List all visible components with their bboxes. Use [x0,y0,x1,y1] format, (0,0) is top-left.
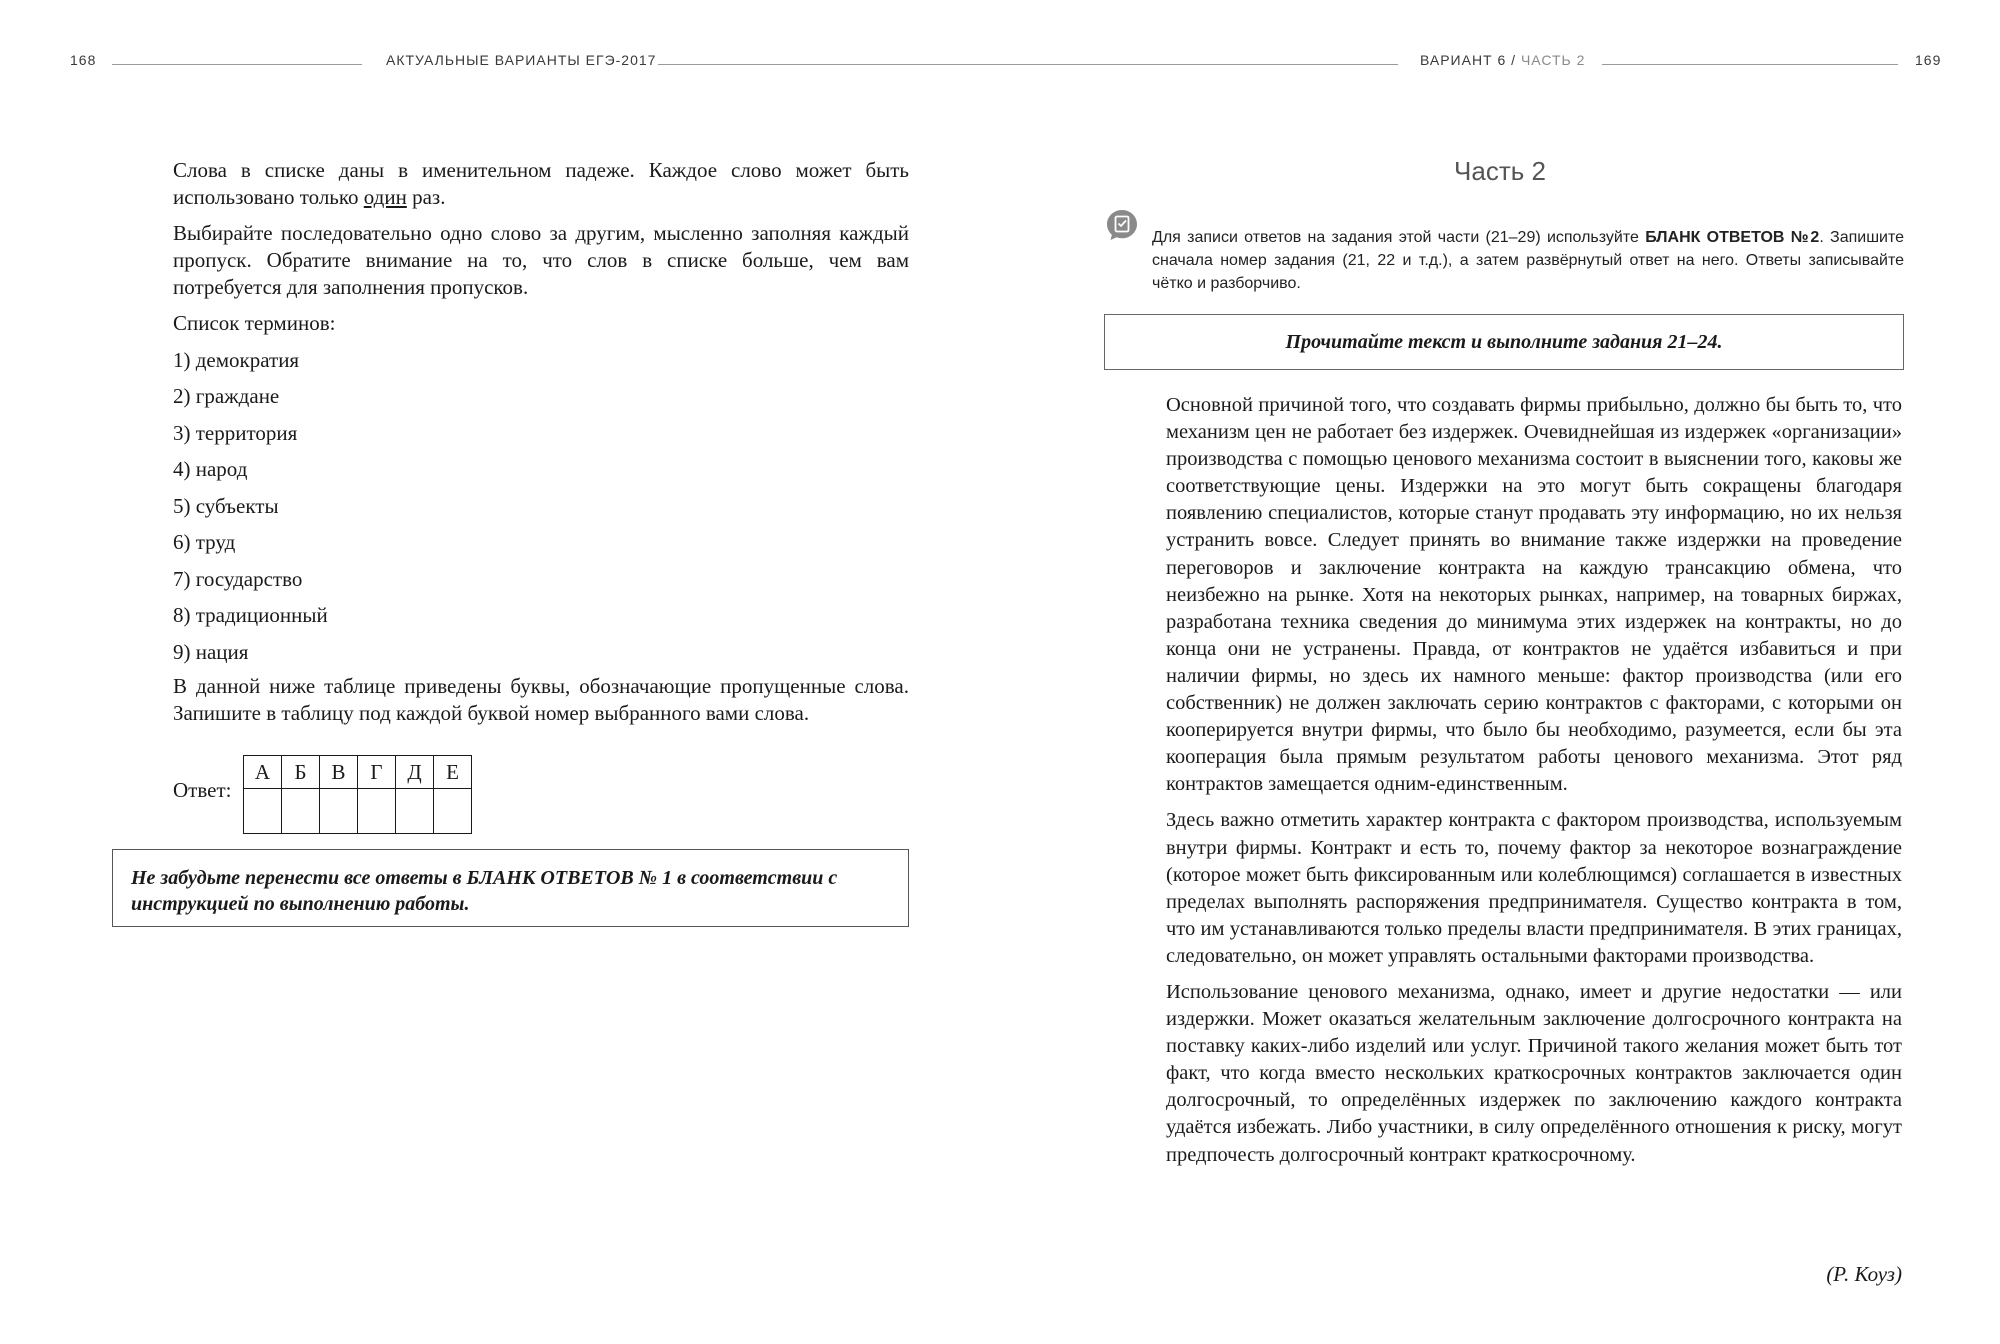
intro-paragraph [173,157,909,211]
instructions [1152,226,1904,295]
answer-cell[interactable] [320,789,358,834]
answer-cell[interactable] [358,789,396,834]
intro-text-end: раз. [406,185,446,209]
header-rule [112,64,362,65]
term-item: 8) традиционный [173,603,328,627]
term-item: 4) народ [173,457,248,481]
answer-label: Ответ: [173,778,232,802]
reading-text [1166,392,1902,1178]
terms-list [173,347,909,666]
text-author: (Р. Коуз) [1826,1262,1902,1286]
term-item: 3) территория [173,420,298,445]
answer-form-name: БЛАНК ОТВЕТОВ №2 [1645,229,1820,246]
answer-letter: Г [358,756,396,789]
term-item: 5) субъекты [173,493,279,518]
term-item: 9) нация [173,639,249,664]
answer-letter: А [244,756,282,789]
variant-label: ВАРИАНТ 6 / [1420,52,1521,68]
reminder-box: Не забудьте перенести все ответы в БЛАНК ОТВЕТОВ № 1 в соответствии с инструкцией по выполнению работы. [112,849,909,927]
left-running-title: АКТУАЛЬНЫЕ ВАРИАНТЫ ЕГЭ-2017 [386,52,657,68]
answer-cell[interactable] [434,789,472,834]
task-header-box: Прочитайте текст и выполните задания 21–24. [1104,314,1904,370]
intro-underlined-word: один [363,185,407,209]
term-item: 2) граждане [173,384,280,408]
answer-form-icon [1105,208,1139,242]
text-paragraph: Использование ценового механизма, однако, имеет и другие недостатки — или издержки. Может оказаться желательным заключение долгосрочного контракта на поставку каких-либо изделий или услуг. Причиной такого желания может быть тот факт, что когда вместо нескольких краткосрочных контрактов заключается один долгосрочный, то определённых издержек по заключению каждого контракта удаётся избежать. Либо участники, в силу определённого отношения к риску, могут предпочесть долгосрочный контракт краткосрочному. [1166,980,1902,1166]
answer-cell[interactable] [396,789,434,834]
text-paragraph: Основной причиной того, что создавать фирмы прибыльно, должно бы быть то, что механизм цен не работает без издержек. Очевиднейшая из издержек «организации» производства с помощью ценового механизма состоит в выяснении того, каковы же соответствующие цены. Издержки на это могут быть сокращены благодаря появлению специалистов, которые станут продавать эту информацию, но их нельзя устранить вовсе. Следует принять во внимание также издержки на проведение переговоров и заключение контракта на каждую трансакцию обмена, что неизбежно на рынке. Хотя на некоторых рынках, например, на товарных биржах, разработана техника сведения до минимума этих издержек на контракты, но до конца они не устранены. Правда, от контрактов не удаётся избавиться и при наличии фирмы, но здесь их намного меньше: фактор производства (или его собственник) не должен заключать серию контрактов с факторами, с которыми он кооперируется внутри фирмы, что было бы необходимо, разумеется, если бы эта кооперация была прямым результатом работы ценового механизма. Этот ряд контрактов замещается одним-единственным. [1166,394,1902,796]
answer-table [243,755,472,834]
answer-letter: Б [282,756,320,789]
left-page-body [173,157,909,727]
term-item: 6) труд [173,530,236,554]
answer-cell[interactable] [282,789,320,834]
instruction-paragraph: Выбирайте последовательно одно слово за другим, мысленно заполняя каждый пропуск. Обратите внимание на то, что слов в списке больше, чем вам потребуется для заполнения пропусков. [173,221,909,299]
right-page-number: 169 [1915,52,1942,68]
list-title: Список терминов: [173,311,336,335]
term-item: 1) демократия [173,347,300,372]
intro-text: Слова в списке даны в именительном падеже. Каждое слово может быть использовано только [173,158,909,209]
instructions-start: Для записи ответов на задания этой части (21–29) используйте [1152,229,1646,246]
text-paragraph: Здесь важно отметить характер контракта с фактором производства, используемым внутри фирмы. Контракт и есть то, почему фактор за некоторое вознаграждение (которое может быть фиксированным или колеблющимся) соглашается в известных пределах выполнять распоряжения предпринимателя. Существо контракта в том, что им устанавливаются только пределы власти предпринимателя. В этих границах, следовательно, он может управлять остальными факторами производства. [1166,809,1902,967]
part-label: ЧАСТЬ 2 [1520,52,1586,68]
header-rule [1602,64,1898,65]
answer-letter: Е [434,756,472,789]
table-note: В данной ниже таблице приведены буквы, обозначающие пропущенные слова. Запишите в таблицу под каждой буквой номер выбранного вами слова. [173,674,909,725]
answer-letter: В [320,756,358,789]
answer-letter: Д [396,756,434,789]
part-title: Часть 2 [1454,156,1546,186]
instructions-text [1152,226,1904,295]
left-page-number: 168 [70,52,97,68]
header-rule [658,64,1398,65]
answer-cell[interactable] [244,789,282,834]
term-item: 7) государство [173,566,303,591]
instructions-end: . Запишите сначала номер задания (21, 22 и т.д.), а затем развёрнутый ответ на него. Ответы записывайте чётко и разборчиво. [1152,229,1905,292]
right-running-title [1420,52,1585,68]
